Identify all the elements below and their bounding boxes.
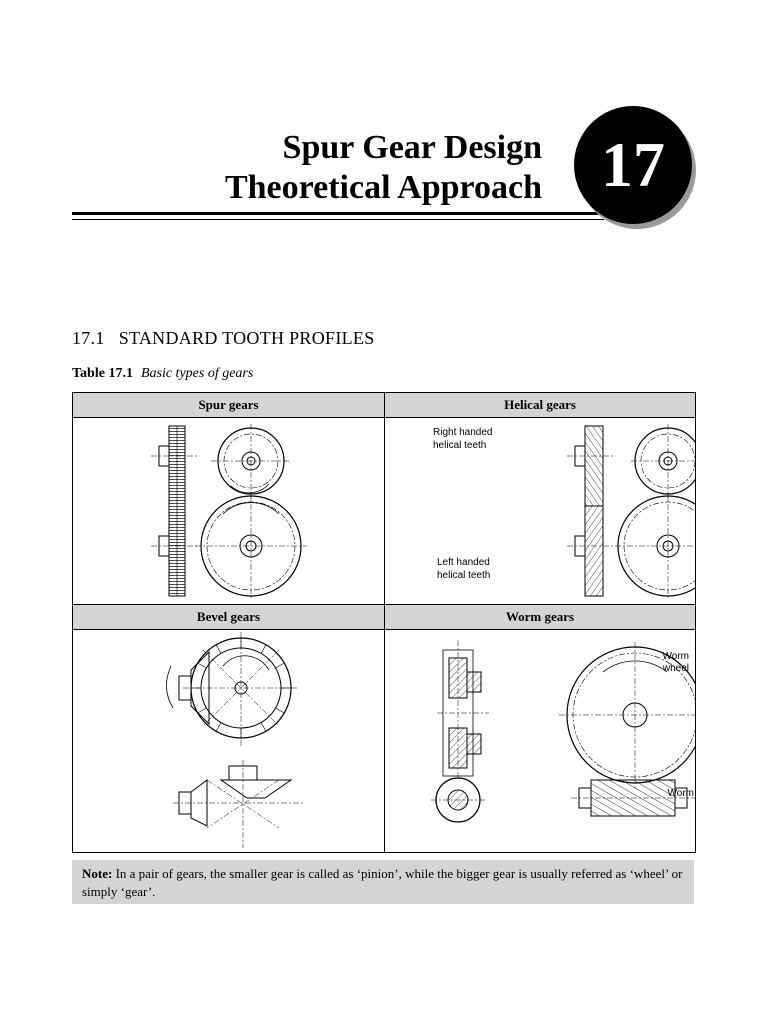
label-worm-wheel-1: Worm bbox=[662, 651, 689, 662]
chapter-title-line1: Spur Gear Design bbox=[282, 129, 542, 166]
label-left-helical-teeth: helical teeth bbox=[437, 570, 491, 581]
note-label: Note: bbox=[82, 866, 113, 881]
chapter-title bbox=[225, 128, 542, 208]
note-box bbox=[72, 860, 694, 904]
label-right-handed: Right handed bbox=[433, 427, 493, 438]
header-spur-gears: Spur gears bbox=[73, 393, 384, 418]
gear-types-table bbox=[72, 392, 696, 853]
chapter-number-badge: 17 bbox=[574, 106, 692, 224]
section-number: 17.1 bbox=[72, 328, 105, 348]
label-worm: Worm bbox=[667, 788, 694, 799]
title-rule-thin bbox=[72, 219, 604, 220]
table-caption bbox=[72, 366, 253, 382]
label-right-helical-teeth: helical teeth bbox=[433, 440, 487, 451]
label-worm-wheel-2: wheel bbox=[662, 663, 689, 674]
table-row-divider bbox=[73, 604, 695, 605]
bevel-gears-drawing bbox=[73, 630, 384, 851]
helical-gears-drawing bbox=[385, 418, 695, 604]
title-rule-thick bbox=[72, 212, 604, 215]
header-helical-gears: Helical gears bbox=[385, 393, 695, 418]
note-text: In a pair of gears, the smaller gear is called as ‘pinion’, while the bigger gear is usually referred as ‘wheel’ or simply ‘gear’. bbox=[82, 866, 683, 899]
table-caption-text: Basic types of gears bbox=[140, 366, 254, 381]
worm-gears-drawing bbox=[385, 630, 695, 851]
section-title: STANDARD TOOTH PROFILES bbox=[118, 328, 375, 348]
section-heading bbox=[72, 328, 375, 349]
chapter-title-line2: Theoretical Approach bbox=[224, 169, 542, 206]
header-worm-gears: Worm gears bbox=[385, 605, 695, 630]
label-left-handed: Left handed bbox=[437, 557, 490, 568]
header-bevel-gears: Bevel gears bbox=[73, 605, 384, 630]
table-caption-label: Table 17.1 bbox=[72, 366, 133, 381]
spur-gears-drawing bbox=[73, 418, 384, 604]
